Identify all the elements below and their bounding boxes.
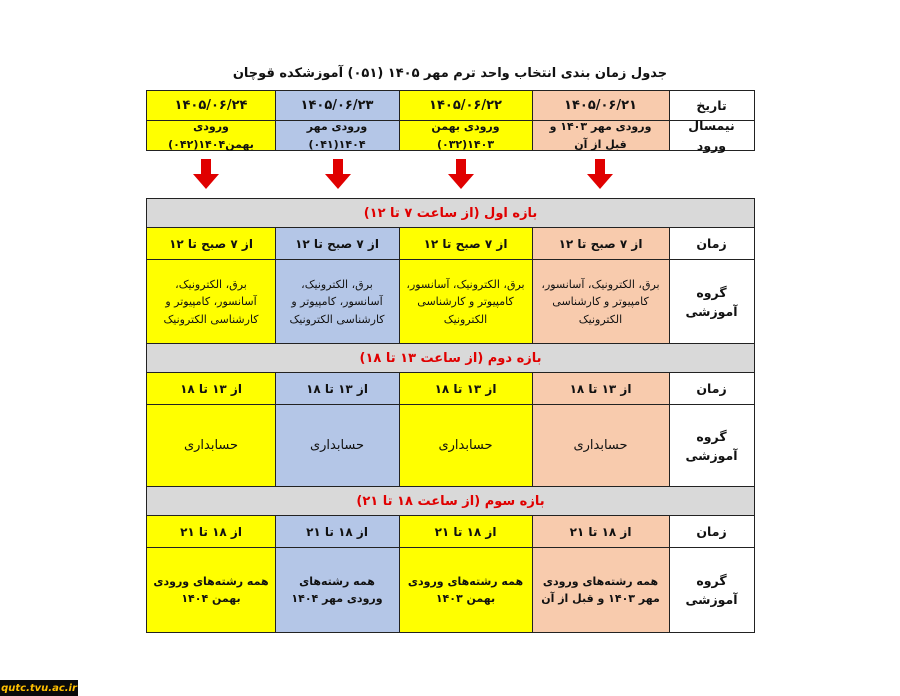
session-1-time-3: از ۷ صبح تا ۱۲ (274, 227, 400, 261)
session-3-band: بازه سوم (از ساعت ۱۸ تا ۲۱) (146, 486, 755, 517)
site-url-label: qutc.tvu.ac.ir (0, 680, 78, 696)
session-3-group-4: همه رشته‌های ورودی بهمن ۱۴۰۴ (146, 547, 276, 633)
session-1-group-4: برق، الکترونیک، آسانسور، کامپیوتر و کارشناسی الکترونیک (146, 259, 276, 345)
group-label: گروه آموزشی (668, 259, 755, 345)
session-1-group-1: برق، الکترونیک، آسانسور، کامپیوتر و کارشناسی الکترونیک (531, 259, 670, 345)
session-1-time-2: از ۷ صبح تا ۱۲ (398, 227, 533, 261)
time-label: زمان (668, 227, 755, 261)
session-1-group-2: برق، الکترونیک، آسانسور، کامپیوتر و کارشناسی الکترونیک (398, 259, 533, 345)
date-col-3: ۱۴۰۵/۰۶/۲۳ (274, 90, 400, 122)
entry-col-4: ورودی بهمن۱۴۰۴(۰۴۲) (146, 120, 276, 151)
session-2-time-4: از ۱۳ تا ۱۸ (146, 372, 276, 406)
session-2-time-2: از ۱۳ تا ۱۸ (398, 372, 533, 406)
session-3-time-4: از ۱۸ تا ۲۱ (146, 515, 276, 549)
session-3-group-3: همه رشته‌های ورودی مهر ۱۴۰۴ (274, 547, 400, 633)
session-2-group-3: حسابداری (274, 404, 400, 488)
session-2-band: بازه دوم (از ساعت ۱۳ تا ۱۸) (146, 343, 755, 374)
session-2-group-1: حسابداری (531, 404, 670, 488)
time-label: زمان (668, 515, 755, 549)
entry-col-2: ورودی بهمن ۱۴۰۳(۰۳۲) (398, 120, 533, 151)
entry-col-1: ورودی مهر ۱۴۰۳ و قبل از آن (531, 120, 670, 151)
down-arrow-icon (325, 159, 351, 189)
session-1-group-3: برق، الکترونیک، آسانسور، کامپیوتر و کارشناسی الکترونیک (274, 259, 400, 345)
page-title: جدول زمان بندی انتخاب واحد ترم مهر ۱۴۰۵ (۰۵۱) آموزشکده قوچان (232, 66, 668, 81)
session-1-time-4: از ۷ صبح تا ۱۲ (146, 227, 276, 261)
session-1-time-1: از ۷ صبح تا ۱۲ (531, 227, 670, 261)
down-arrow-icon (448, 159, 474, 189)
down-arrow-icon (193, 159, 219, 189)
date-col-1: ۱۴۰۵/۰۶/۲۱ (531, 90, 670, 122)
session-2-group-4: حسابداری (146, 404, 276, 488)
entry-label: نیمسال ورود (668, 120, 755, 151)
session-3-group-1: همه رشته‌های ورودی مهر ۱۴۰۳ و قبل از آن (531, 547, 670, 633)
session-3-time-1: از ۱۸ تا ۲۱ (531, 515, 670, 549)
date-col-4: ۱۴۰۵/۰۶/۲۴ (146, 90, 276, 122)
session-2-group-2: حسابداری (398, 404, 533, 488)
group-label: گروه آموزشی (668, 404, 755, 488)
date-col-2: ۱۴۰۵/۰۶/۲۲ (398, 90, 533, 122)
entry-col-3: ورودی مهر ۱۴۰۴(۰۴۱) (274, 120, 400, 151)
down-arrow-icon (587, 159, 613, 189)
session-1-band: بازه اول (از ساعت ۷ تا ۱۲) (146, 198, 755, 229)
date-label: تاریخ (668, 90, 755, 122)
session-3-time-2: از ۱۸ تا ۲۱ (398, 515, 533, 549)
time-label: زمان (668, 372, 755, 406)
session-2-time-1: از ۱۳ تا ۱۸ (531, 372, 670, 406)
session-2-time-3: از ۱۳ تا ۱۸ (274, 372, 400, 406)
session-3-time-3: از ۱۸ تا ۲۱ (274, 515, 400, 549)
session-3-group-2: همه رشته‌های ورودی بهمن ۱۴۰۳ (398, 547, 533, 633)
group-label: گروه آموزشی (668, 547, 755, 633)
